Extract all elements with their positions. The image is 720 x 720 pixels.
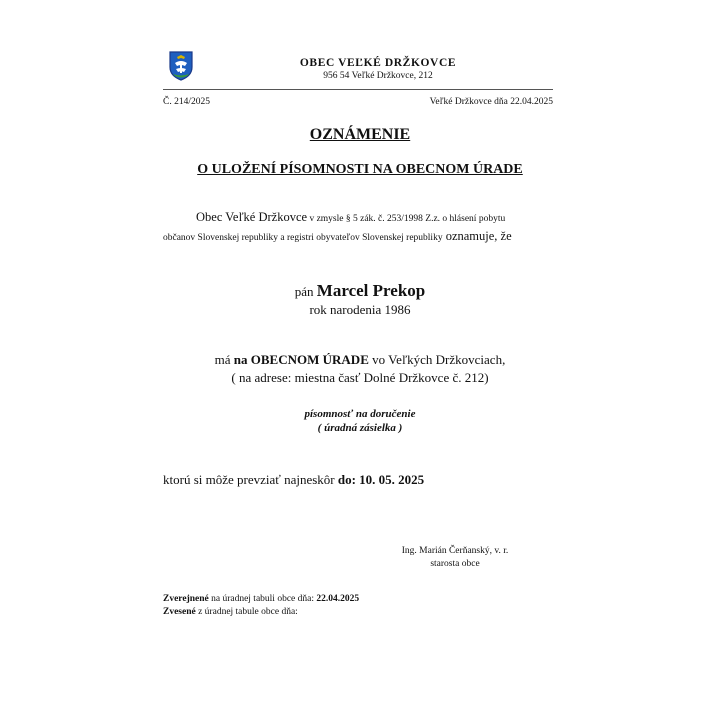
location-suffix: vo Veľkých Držkovciach, (368, 352, 506, 367)
intro-line-1 (196, 210, 505, 225)
published-line (163, 594, 359, 604)
published-text: na úradnej tabuli obce dňa: (208, 594, 317, 604)
removed-text: z úradnej tabule obce dňa: (195, 607, 298, 617)
intro-verb: oznamuje, že (442, 229, 512, 243)
header-divider (163, 89, 553, 90)
deadline-date: do: 10. 05. 2025 (337, 472, 425, 487)
location-prefix: má (214, 352, 234, 367)
notice-subtitle: O ULOŽENÍ PÍSOMNOSTI NA OBECNOM ÚRADE (197, 162, 523, 177)
municipality-address: 956 54 Veľké Držkovce, 212 (323, 71, 433, 81)
deadline-text: ktorú si môže prevziať najneskôr (163, 472, 338, 487)
location-office: na OBECNOM ÚRADE (233, 352, 369, 367)
published-date: 22.04.2025 (316, 594, 360, 604)
removed-line (163, 607, 298, 617)
document-kind: ( úradná zásielka ) (317, 422, 403, 434)
published-label: Zverejnené (163, 594, 209, 604)
location-line (160, 352, 560, 368)
recipient-name: Marcel Prekop (316, 281, 426, 300)
notice-title: OZNÁMENIE (309, 126, 411, 143)
intro-line-2 (163, 229, 512, 244)
recipient-line (160, 281, 560, 301)
signatory-role: starosta obce (430, 559, 480, 569)
recipient-birth-year: rok narodenia 1986 (309, 302, 411, 317)
recipient-prefix: pán (294, 284, 317, 299)
municipality-name: OBEC VEĽKÉ DRŽKOVCE (299, 57, 457, 69)
place-and-date: Veľké Držkovce dňa 22.04.2025 (429, 97, 553, 107)
coat-of-arms-icon (169, 51, 193, 81)
document-type: písomnosť na doručenie (304, 408, 416, 420)
signatory-name: Ing. Marián Čerňanský, v. r. (401, 546, 509, 556)
location-address: ( na adrese: miestna časť Dolné Držkovce č. 212) (231, 370, 489, 385)
intro-law-reference: v zmysle § 5 zák. č. 253/1998 Z.z. o hlásení pobytu (307, 214, 506, 224)
reference-number: Č. 214/2025 (163, 97, 210, 107)
removed-label: Zvesené (163, 607, 196, 617)
pickup-deadline (163, 472, 424, 488)
intro-municipality: Obec Veľké Držkovce (196, 210, 308, 224)
intro-register-reference: občanov Slovenskej republiky a registri obyvateľov Slovenskej republiky (163, 233, 443, 243)
